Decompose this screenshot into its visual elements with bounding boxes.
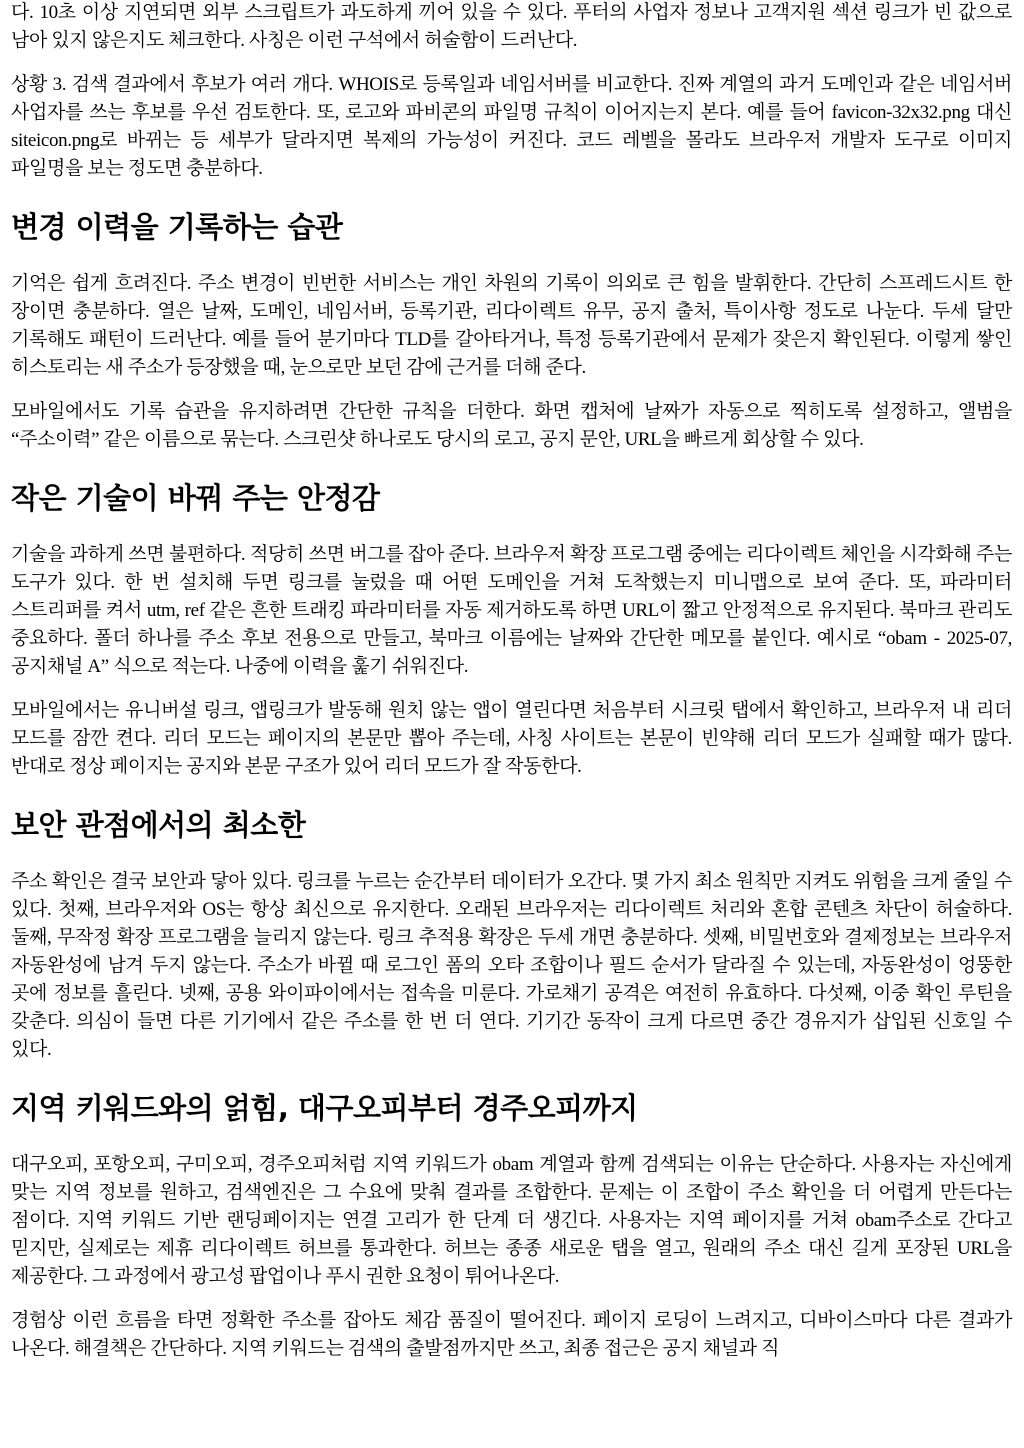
paragraph: 대구오피, 포항오피, 구미오피, 경주오피처럼 지역 키워드가 obam 계열과 함께 검색되는 이유는 단순하다. 사용자는 자신에게 맞는 지역 정보를 원하고, 검색엔진은 그 수요에 맞춰 결과를 조합한다. 문제는 이 조합이 주소 확인을 더 어렵게 만든다는 점이다. 지역 키워드 기반 랜딩페이지는 연결 고리가 한 단계 더 생긴다. 사용자는 지역 페이지를 거쳐 obam주소로 간다고 믿지만, 실제로는 제휴 리다이렉트 허브를 통과한다. 허브는 종종 새로운 탭을 열고, 원래의 주소 대신 길게 포장된 URL을 제공한다. 그 과정에서 광고성 팝업이나 푸시 권한 요청이 튀어나온다. xyxy=(11,1154,1012,1287)
section-heading: 작은 기술이 바꿔 주는 안정감 xyxy=(11,481,380,515)
paragraph: 다. 10초 이상 지연되면 외부 스크립트가 과도하게 끼어 있을 수 있다. 푸터의 사업자 정보나 고객지원 섹션 링크가 빈 값으로 남아 있지 않은지도 체크한다. 사칭은 이런 구석에서 허술함이 드러난다. xyxy=(11,2,1012,51)
paragraph: 기술을 과하게 쓰면 불편하다. 적당히 쓰면 버그를 잡아 준다. 브라우저 확장 프로그램 중에는 리다이렉트 체인을 시각화해 주는 도구가 있다. 한 번 설치해 두면 링크를 눌렀을 때 어떤 도메인을 거쳐 도착했는지 미니맵으로 보여 준다. 또, 파라미터 스트리퍼를 켜서 utm, ref 같은 흔한 트래킹 파라미터를 자동 제거하도록 하면 URL이 짧고 안정적으로 유지된다. 북마크 관리도 중요하다. 폴더 하나를 주소 후보 전용으로 만들고, 북마크 이름에는 날짜와 간단한 메모를 붙인다. 예시로 “obam - 2025-07, 공지채널 A” 식으로 적는다. 나중에 이력을 훑기 쉬워진다. xyxy=(11,544,1012,677)
section-heading: 지역 키워드와의 얽힘, 대구오피부터 경주오피까지 xyxy=(11,1091,638,1125)
section-heading: 보안 관점에서의 최소한 xyxy=(11,808,306,842)
paragraph: 기억은 쉽게 흐려진다. 주소 변경이 빈번한 서비스는 개인 차원의 기록이 의외로 큰 힘을 발휘한다. 간단히 스프레드시트 한 장이면 충분하다. 열은 날짜, 도메인, 네임서버, 등록기관, 리다이렉트 유무, 공지 출처, 특이사항 정도로 나눈다. 두세 달만 기록해도 패턴이 드러난다. 예를 들어 분기마다 TLD를 갈아타거나, 특정 등록기관에서 문제가 잦은지 확인된다. 이렇게 쌓인 히스토리는 새 주소가 등장했을 때, 눈으로만 보던 감에 근거를 더해 준다. xyxy=(11,273,1012,378)
paragraph: 경험상 이런 흐름을 타면 정확한 주소를 잡아도 체감 품질이 떨어진다. 페이지 로딩이 느려지고, 디바이스마다 다른 결과가 나온다. 해결책은 간단하다. 지역 키워드는 검색의 출발점까지만 쓰고, 최종 접근은 공지 채널과 직 xyxy=(11,1310,1012,1359)
paragraph: 주소 확인은 결국 보안과 닿아 있다. 링크를 누르는 순간부터 데이터가 오간다. 몇 가지 최소 원칙만 지켜도 위험을 크게 줄일 수 있다. 첫째, 브라우저와 OS는 항상 최신으로 유지한다. 오래된 브라우저는 리다이렉트 처리와 혼합 콘텐츠 차단이 허술하다. 둘째, 무작정 확장 프로그램을 늘리지 않는다. 링크 추적용 확장은 두세 개면 충분하다. 셋째, 비밀번호와 결제정보는 브라우저 자동완성에 남겨 두지 않는다. 주소가 바뀔 때 로그인 폼의 오타 조합이나 필드 순서가 달라질 수 있는데, 자동완성이 엉뚱한 곳에 정보를 흘린다. 넷째, 공용 와이파이에서는 접속을 미룬다. 가로채기 공격은 여전히 유효하다. 다섯째, 이중 확인 루틴을 갖춘다. 의심이 들면 다른 기기에서 같은 주소를 한 번 더 연다. 기기간 동작이 크게 다르면 중간 경유지가 삽입된 신호일 수 있다. xyxy=(11,871,1012,1060)
section-heading: 변경 이력을 기록하는 습관 xyxy=(11,210,343,244)
paragraph: 모바일에서는 유니버설 링크, 앱링크가 발동해 원치 않는 앱이 열린다면 처음부터 시크릿 탭에서 확인하고, 브라우저 내 리더 모드를 잠깐 켠다. 리더 모드는 페이지의 본문만 뽑아 주는데, 사칭 사이트는 본문이 빈약해 리더 모드가 실패할 때가 많다. 반대로 정상 페이지는 공지와 본문 구조가 있어 리더 모드가 잘 작동한다. xyxy=(11,700,1012,777)
paragraph: 상황 3. 검색 결과에서 후보가 여러 개다. WHOIS로 등록일과 네임서버를 비교한다. 진짜 계열의 과거 도메인과 같은 네임서버 사업자를 쓰는 후보를 우선 검토한다. 또, 로고와 파비콘의 파일명 규칙이 이어지는지 본다. 예를 들어 favicon-32x32.png 대신 siteicon.png로 바뀌는 등 세부가 달라지면 복제의 가능성이 커진다. 코드 레벨을 몰라도 브라우저 개발자 도구로 이미지 파일명을 보는 정도면 충분하다. xyxy=(11,74,1012,179)
paragraph: 모바일에서도 기록 습관을 유지하려면 간단한 규칙을 더한다. 화면 캡처에 날짜가 자동으로 찍히도록 설정하고, 앨범을 “주소이력” 같은 이름으로 묶는다. 스크린샷 하나로도 당시의 로고, 공지 문안, URL을 빠르게 회상할 수 있다. xyxy=(11,401,1012,450)
